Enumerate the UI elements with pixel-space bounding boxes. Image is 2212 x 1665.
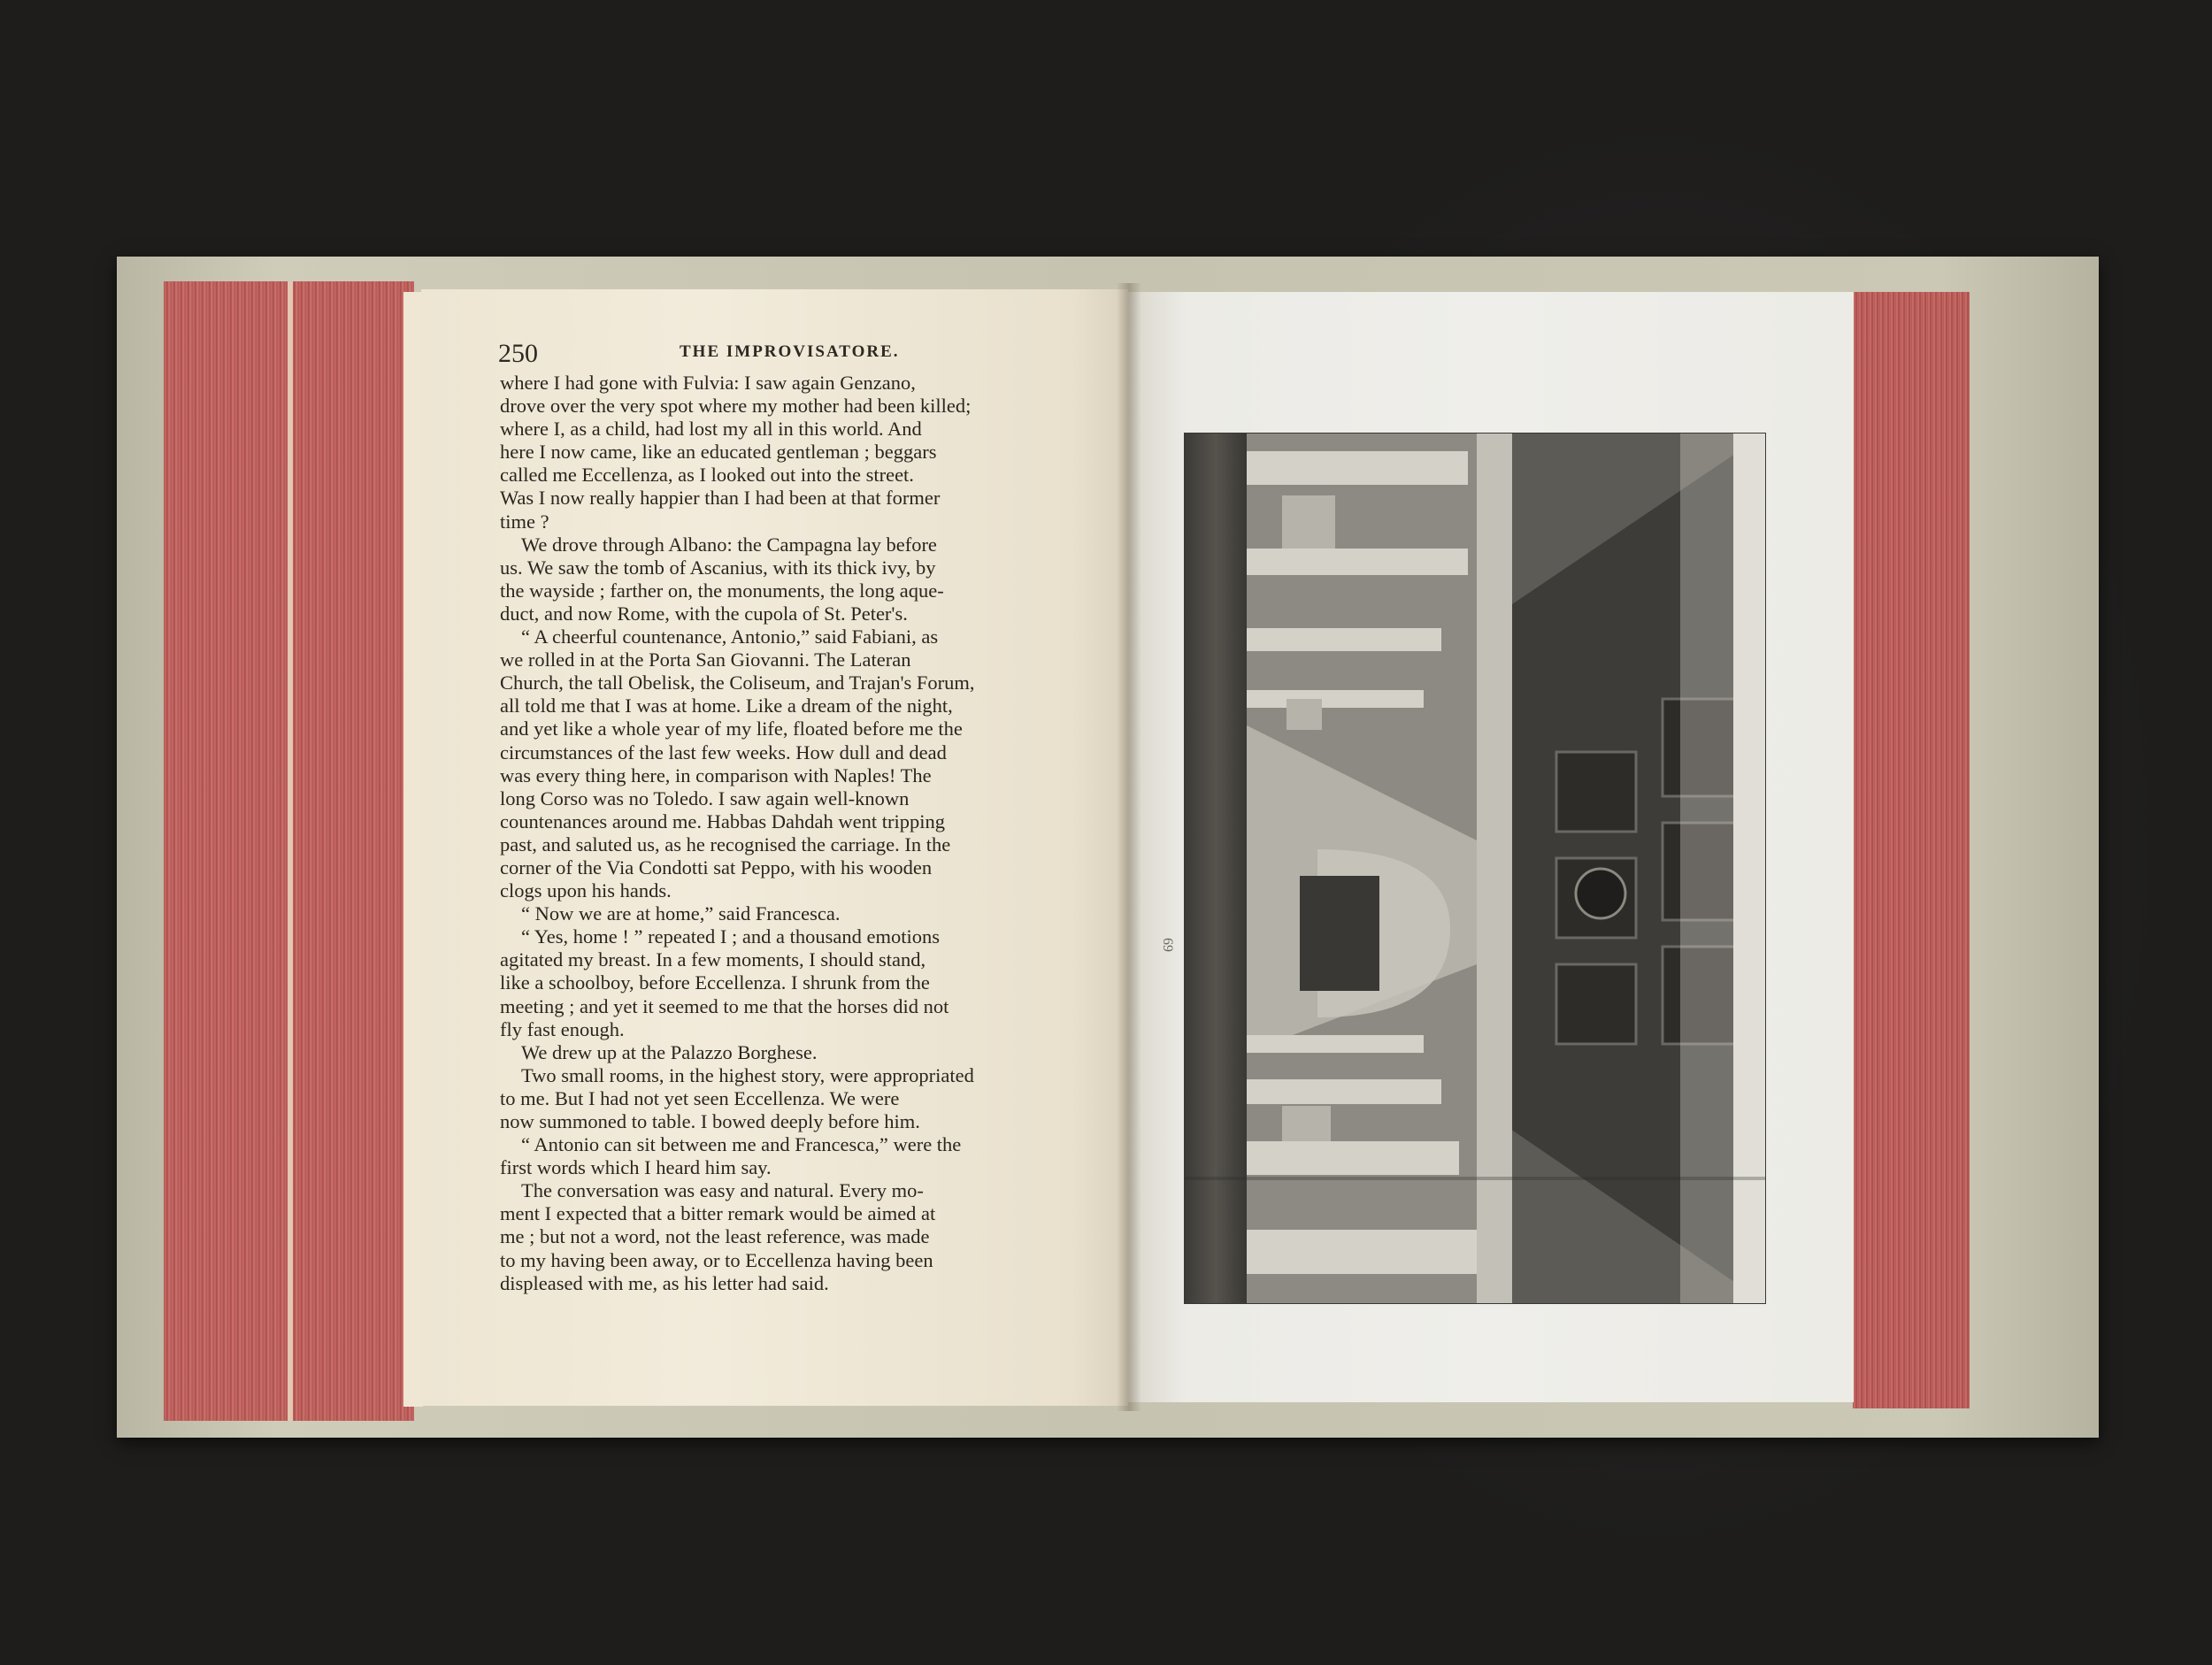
text-line: “ Now we are at home,” said Francesca.	[521, 902, 841, 925]
page-number: 250	[498, 339, 538, 368]
text-line: all told me that I was at home. Like a dream of the night,	[500, 694, 953, 717]
plate-number: 69	[1160, 938, 1175, 952]
text-line: Was I now really happier than I had been at that former	[500, 487, 941, 510]
text-line: “ Antonio can sit between me and Francesca,” were the	[521, 1133, 962, 1156]
page-edges-right	[1853, 292, 1970, 1408]
text-line: to my having been away, or to Eccellenza having been	[500, 1248, 933, 1271]
text-line: clogs upon his hands.	[500, 879, 672, 902]
text-line: Church, the tall Obelisk, the Coliseum, and Trajan's Forum,	[500, 671, 975, 694]
page-edges-left	[164, 281, 414, 1421]
text-line: here I now came, like an educated gentleman ; beggars	[500, 441, 937, 464]
text-line: was every thing here, in comparison with Naples! The	[500, 763, 932, 786]
text-line: like a schoolboy, before Eccellenza. I shrunk from the	[500, 971, 930, 994]
text-line: where I had gone with Fulvia: I saw again Genzano,	[500, 372, 916, 394]
text-line: displeased with me, as his letter had said.	[500, 1271, 829, 1294]
text-line: corner of the Via Condotti sat Peppo, with his wooden	[500, 856, 933, 879]
text-line: Two small rooms, in the highest story, were appropriated	[521, 1063, 974, 1086]
text-line: “ Yes, home ! ” repeated I ; and a thousand emotions	[521, 925, 941, 948]
text-line: we rolled in at the Porta San Giovanni. The Lateran	[500, 648, 911, 671]
text-line: the wayside ; farther on, the monuments, the long aque-	[500, 579, 944, 602]
church-interior-photo	[1185, 434, 1765, 1303]
text-line: first words which I heard him say.	[500, 1156, 772, 1179]
text-line: agitated my breast. In a few moments, I should stand,	[500, 948, 926, 971]
text-line: now summoned to table. I bowed deeply before him.	[500, 1110, 920, 1132]
text-line: We drove through Albano: the Campagna lay before	[521, 533, 937, 556]
text-line: long Corso was no Toledo. I saw again well-known	[500, 786, 910, 809]
text-line: drove over the very spot where my mother had been killed;	[500, 395, 972, 418]
text-line: meeting ; and yet it seemed to me that the horses did not	[500, 994, 949, 1017]
page-edge-strip	[403, 292, 423, 1407]
photograph-plate	[1185, 434, 1765, 1303]
text-line: fly fast enough.	[500, 1017, 625, 1040]
book-gutter	[1117, 283, 1141, 1411]
text-line: We drew up at the Palazzo Borghese.	[521, 1040, 818, 1063]
text-line: duct, and now Rome, with the cupola of St. Peter's.	[500, 602, 908, 625]
text-line: and yet like a whole year of my life, floated before me the	[500, 717, 963, 740]
body-text	[500, 372, 1057, 1295]
text-line: ment I expected that a bitter remark would be aimed at	[500, 1202, 936, 1225]
text-line: “ A cheerful countenance, Antonio,” said Fabiani, as	[521, 625, 939, 648]
text-line: called me Eccellenza, as I looked out into the street.	[500, 464, 914, 487]
text-line: me ; but not a word, not the least reference, was made	[500, 1225, 930, 1248]
text-line: countenances around me. Habbas Dahdah went tripping	[500, 809, 945, 832]
text-line: past, and saluted us, as he recognised the carriage. In the	[500, 832, 951, 856]
text-line: to me. But I had not yet seen Eccellenza. We were	[500, 1086, 900, 1109]
text-line: circumstances of the last few weeks. How dull and dead	[500, 740, 947, 763]
text-line: where I, as a child, had lost my all in this world. And	[500, 418, 922, 441]
text-line: us. We saw the tomb of Ascanius, with its thick ivy, by	[500, 556, 936, 579]
running-head: THE IMPROVISATORE.	[680, 342, 900, 361]
text-line: time ?	[500, 510, 549, 533]
text-line: The conversation was easy and natural. Every mo-	[521, 1179, 924, 1202]
